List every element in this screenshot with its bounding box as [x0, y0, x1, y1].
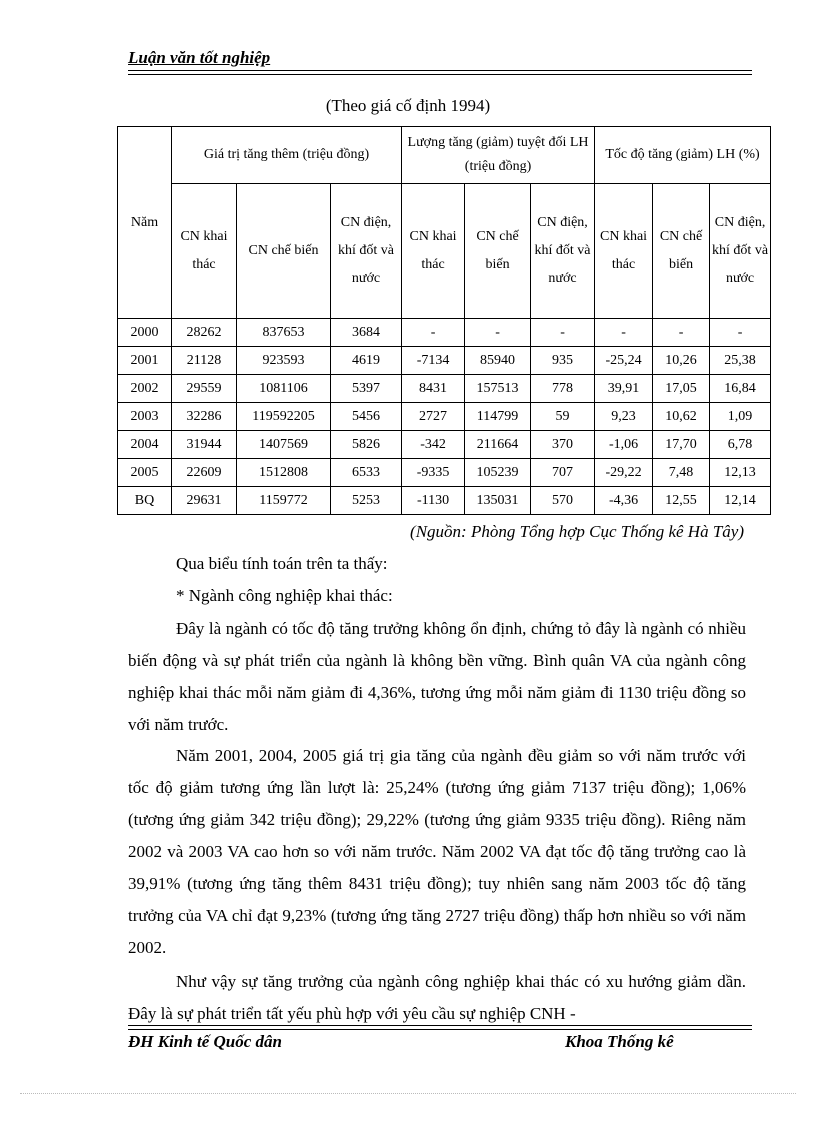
table-cell: 837653: [237, 319, 331, 347]
year-cell: 2005: [118, 459, 172, 487]
paragraph-body: Năm 2001, 2004, 2005 giá trị gia tăng của ngành đều giảm so với năm trước với tốc độ giảm tương ứng lần lượt là: 25,24% (tương ứng giảm 7137 triệu đồng); 1,06% (tương ứng giảm 342 triệu đồng); 29,22% (tương ứng giảm 9335 triệu đồng). Riêng năm 2002 và 2003 VA cao hơn so với năm trước. Năm 2002 VA đạt tốc độ tăng trưởng cao là 39,91% (tương ứng tăng thêm 8431 triệu đồng); tuy nhiên sang năm 2003 tốc độ tăng trưởng của VA chỉ đạt 9,23% (tương ứng tăng 2727 triệu đồng) thấp hơn nhiều so với năm 2002.: [128, 746, 746, 957]
table-row: [118, 375, 771, 403]
group-header-absolute-change: Lượng tăng (giảm) tuyệt đối LH (triệu đồng): [402, 127, 595, 184]
table-cell: -7134: [402, 347, 465, 375]
table-cell: 1512808: [237, 459, 331, 487]
table-header-row: [118, 127, 771, 184]
footer-university: ĐH Kinh tế Quốc dân: [128, 1032, 282, 1051]
table-cell: 923593: [237, 347, 331, 375]
table-cell: 21128: [172, 347, 237, 375]
year-cell: 2003: [118, 403, 172, 431]
table-cell: 211664: [465, 431, 531, 459]
table-cell: -: [653, 319, 710, 347]
table-cell: 12,55: [653, 487, 710, 515]
subheader-cell: CN chế biến: [465, 184, 531, 319]
table-cell: 935: [531, 347, 595, 375]
table-cell: -29,22: [595, 459, 653, 487]
table-cell: 1081106: [237, 375, 331, 403]
year-cell: 2001: [118, 347, 172, 375]
subheader-cell: CN điện, khí đốt và nước: [710, 184, 771, 319]
subheader-cell: CN điện, khí đốt và nước: [331, 184, 402, 319]
table-cell: 5826: [331, 431, 402, 459]
table-cell: 12,13: [710, 459, 771, 487]
table-cell: 119592205: [237, 403, 331, 431]
table-source-note: (Nguồn: Phòng Tổng hợp Cục Thống kê Hà Tây): [410, 522, 744, 541]
table-row: [118, 319, 771, 347]
page-edge-dotted-line: [20, 1093, 796, 1094]
table-cell: 135031: [465, 487, 531, 515]
table-cell: 12,14: [710, 487, 771, 515]
footer-faculty: Khoa Thống kê: [565, 1032, 674, 1051]
subheader-cell: CN chế biến: [237, 184, 331, 319]
table-cell: 32286: [172, 403, 237, 431]
footer-rule-thin: [128, 1029, 752, 1030]
table-cell: 5456: [331, 403, 402, 431]
table-subheader-row: [118, 184, 771, 319]
table-cell: 10,26: [653, 347, 710, 375]
table-cell: 2727: [402, 403, 465, 431]
table-cell: 1407569: [237, 431, 331, 459]
subheader-cell: CN chế biến: [653, 184, 710, 319]
table-cell: 7,48: [653, 459, 710, 487]
table-cell: 16,84: [710, 375, 771, 403]
group-header-value-added: Giá trị tăng thêm (triệu đồng): [172, 127, 402, 184]
footer-rule-thick: [128, 1025, 752, 1026]
page-header-title: Luận văn tốt nghiệp: [128, 48, 271, 67]
table-cell: -: [710, 319, 771, 347]
table-cell: 25,38: [710, 347, 771, 375]
table-cell: 28262: [172, 319, 237, 347]
table-cell: 22609: [172, 459, 237, 487]
table-cell: 5253: [331, 487, 402, 515]
subheader-cell: CN khai thác: [172, 184, 237, 319]
table-cell: 707: [531, 459, 595, 487]
group-header-growth-rate: Tốc độ tăng (giảm) LH (%): [595, 127, 771, 184]
table-row: [118, 403, 771, 431]
table-cell: 114799: [465, 403, 531, 431]
table-cell: 778: [531, 375, 595, 403]
table-cell: 8431: [402, 375, 465, 403]
table-cell: 1159772: [237, 487, 331, 515]
table-cell: 6,78: [710, 431, 771, 459]
table-cell: 105239: [465, 459, 531, 487]
table-cell: 370: [531, 431, 595, 459]
subheader-cell: CN điện, khí đốt và nước: [531, 184, 595, 319]
year-cell: 2004: [118, 431, 172, 459]
table-row: [118, 459, 771, 487]
subheader-cell: CN khai thác: [402, 184, 465, 319]
table-cell: -4,36: [595, 487, 653, 515]
table-cell: 10,62: [653, 403, 710, 431]
table-cell: -: [595, 319, 653, 347]
table-cell: 9,23: [595, 403, 653, 431]
table-cell: 1,09: [710, 403, 771, 431]
year-header: Năm: [118, 127, 172, 319]
table-cell: 17,70: [653, 431, 710, 459]
table-cell: 157513: [465, 375, 531, 403]
table-cell: 59: [531, 403, 595, 431]
table-cell: 31944: [172, 431, 237, 459]
table-cell: 17,05: [653, 375, 710, 403]
header-rule-thick: [128, 70, 752, 71]
table-cell: -1,06: [595, 431, 653, 459]
table-cell: -: [465, 319, 531, 347]
paragraph-body: Đây là ngành có tốc độ tăng trưởng không ổn định, chứng tỏ đây là ngành có nhiều biến động và sự phát triển của ngành là không bền vững. Bình quân VA của ngành công nghiệp khai thác mỗi năm giảm đi 4,36%, tương ứng mỗi năm giảm đi 1130 triệu đồng so với năm trước.: [128, 619, 746, 734]
table-cell: 29559: [172, 375, 237, 403]
table-cell: 5397: [331, 375, 402, 403]
paragraph-section-heading: * Ngành công nghiệp khai thác:: [176, 586, 393, 605]
table-cell: 570: [531, 487, 595, 515]
table-cell: -: [402, 319, 465, 347]
table-cell: -1130: [402, 487, 465, 515]
year-cell: 2000: [118, 319, 172, 347]
table-cell: 4619: [331, 347, 402, 375]
year-cell: 2002: [118, 375, 172, 403]
paragraph-body: Như vậy sự tăng trưởng của ngành công nghiệp khai thác có xu hướng giảm dần. Đây là sự phát triển tất yếu phù hợp với yêu cầu sự nghiệp CNH -: [128, 972, 746, 1023]
table-cell: -: [531, 319, 595, 347]
table-cell: -25,24: [595, 347, 653, 375]
table-cell: 39,91: [595, 375, 653, 403]
header-rule-thin: [128, 74, 752, 75]
year-cell: BQ: [118, 487, 172, 515]
statistics-table: [117, 126, 771, 515]
paragraph-intro: Qua biểu tính toán trên ta thấy:: [176, 554, 388, 573]
table-cell: 29631: [172, 487, 237, 515]
table-row: [118, 431, 771, 459]
table-cell: -9335: [402, 459, 465, 487]
table-row: [118, 487, 771, 515]
table-caption: (Theo giá cố định 1994): [325, 96, 491, 115]
table-cell: 3684: [331, 319, 402, 347]
table-cell: 85940: [465, 347, 531, 375]
table-cell: 6533: [331, 459, 402, 487]
table-row: [118, 347, 771, 375]
subheader-cell: CN khai thác: [595, 184, 653, 319]
table-cell: -342: [402, 431, 465, 459]
